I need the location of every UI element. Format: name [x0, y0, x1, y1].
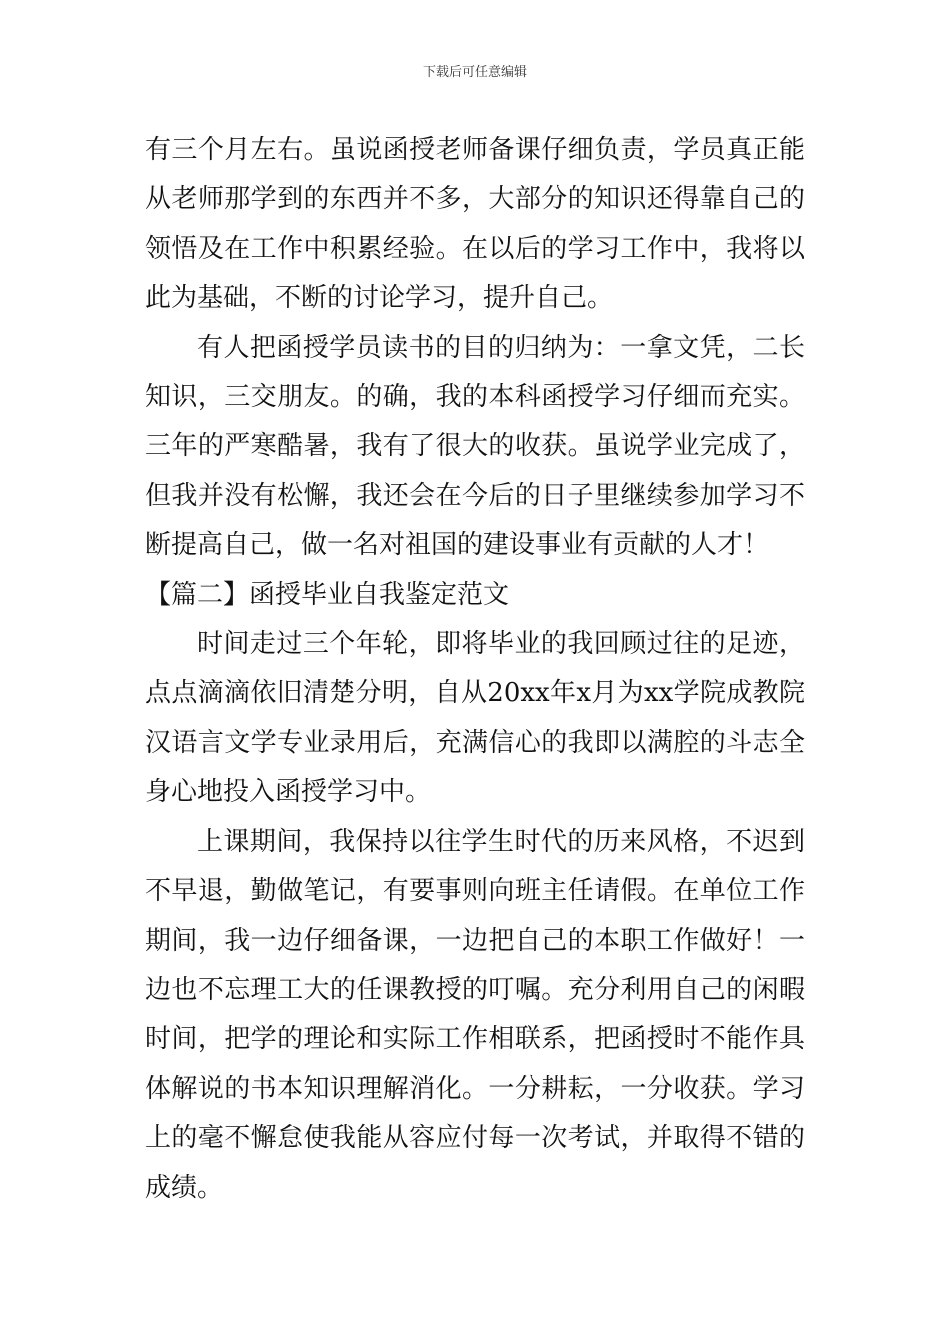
- section-heading: 【篇二】函授毕业自我鉴定范文: [145, 579, 510, 610]
- page-header: 下载后可任意编辑: [422, 65, 527, 80]
- paragraph: 有人把函授学员读书的目的归纳为：一拿文凭，二长知识，三交朋友。的确，我的本科函授学习仔细而充实。三年的严寒酷暑，我有了很大的收获。虽说学业完成了，但我并没有松懈，我还会在今后的日子里继续参加学习不断提高自己，做一名对祖国的建设事业有贡献的人才！: [145, 332, 805, 561]
- paragraph-continuation: 有三个月左右。虽说函授老师备课仔细负责，学员真正能从老师那学到的东西并不多，大部分的知识还得靠自己的领悟及在工作中积累经验。在以后的学习工作中，我将以此为基础，不断的讨论学习，提升自己。: [145, 135, 805, 314]
- document-body: [145, 126, 805, 1213]
- paragraph: 上课期间，我保持以往学生时代的历来风格，不迟到不早退，勤做笔记，有要事则向班主任请假。在单位工作期间，我一边仔细备课，一边把自己的本职工作做好！一边也不忘理工大的任课教授的叮嘱。充分利用自己的闲暇时间，把学的理论和实际工作相联系，把函授时不能作具体解说的书本知识理解消化。一分耕耘，一分收获。学习上的毫不懈怠使我能从容应付每一次考试，并取得不错的成绩。: [145, 826, 805, 1203]
- paragraph: 时间走过三个年轮，即将毕业的我回顾过往的足迹，点点滴滴依旧清楚分明，自从20xx年x月为xx学院成教院汉语言文学专业录用后，充满信心的我即以满腔的斗志全身心地投入函授学习中。: [145, 629, 805, 808]
